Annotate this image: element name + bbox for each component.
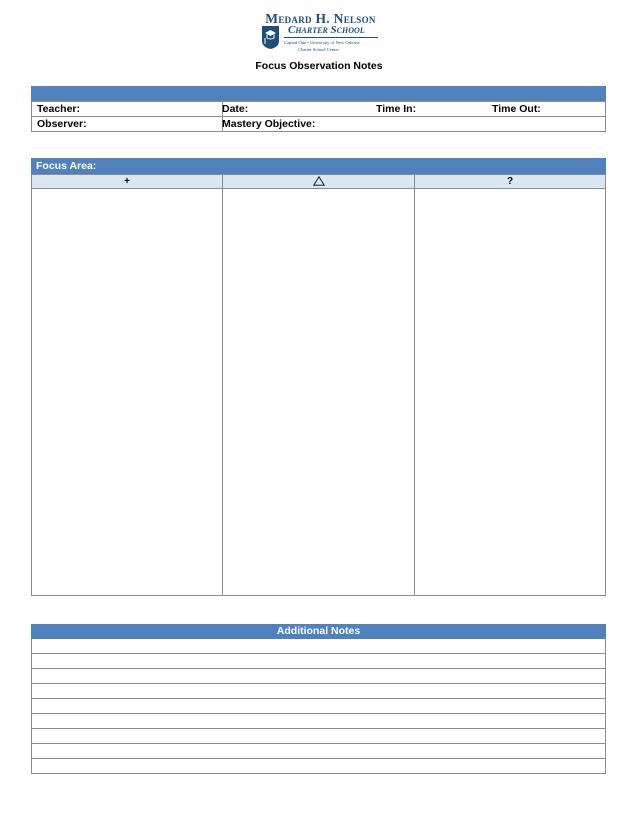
focus-area-label: Focus Area: <box>36 160 97 172</box>
notes-line[interactable] <box>31 714 606 729</box>
notes-line[interactable] <box>31 744 606 759</box>
school-logo <box>258 11 383 55</box>
additional-notes-title: Additional Notes <box>276 625 361 637</box>
time-in-label: Time In: <box>376 103 417 115</box>
logo-divider <box>284 37 378 38</box>
objective-cell[interactable] <box>222 116 606 132</box>
notes-line[interactable] <box>31 759 606 774</box>
logo-center: Charter School Center <box>298 47 340 52</box>
plus-notes-area[interactable] <box>31 188 223 596</box>
column-header-question: ? <box>414 174 606 189</box>
notes-line[interactable] <box>31 729 606 744</box>
mastery-objective-label: Mastery Objective: <box>222 118 316 130</box>
notes-line[interactable] <box>31 699 606 714</box>
focus-header-bar <box>31 158 606 174</box>
question-notes-area[interactable] <box>414 188 606 596</box>
logo-affiliation: Capital One • University of New Orleans <box>284 40 360 45</box>
observer-label: Observer: <box>37 118 87 130</box>
info-header-bar <box>31 86 606 101</box>
notes-line[interactable] <box>31 654 606 669</box>
date-label: Date: <box>222 103 249 115</box>
logo-school-name: Medard H. Nelson <box>265 11 376 26</box>
delta-triangle-icon <box>313 176 325 186</box>
notes-line[interactable] <box>31 639 606 654</box>
column-header-delta <box>222 174 415 189</box>
teacher-cell[interactable] <box>31 101 223 117</box>
delta-notes-area[interactable] <box>222 188 415 596</box>
logo-school-type: Charter School <box>288 24 365 36</box>
page-title: Focus Observation Notes <box>255 60 383 72</box>
notes-line[interactable] <box>31 669 606 684</box>
time-out-label: Time Out: <box>492 103 541 115</box>
teacher-label: Teacher: <box>37 103 80 115</box>
column-header-plus: + <box>31 174 223 189</box>
notes-line[interactable] <box>31 684 606 699</box>
date-time-cell[interactable] <box>222 101 606 117</box>
observer-cell[interactable] <box>31 116 223 132</box>
graduation-shield-icon <box>261 25 280 50</box>
